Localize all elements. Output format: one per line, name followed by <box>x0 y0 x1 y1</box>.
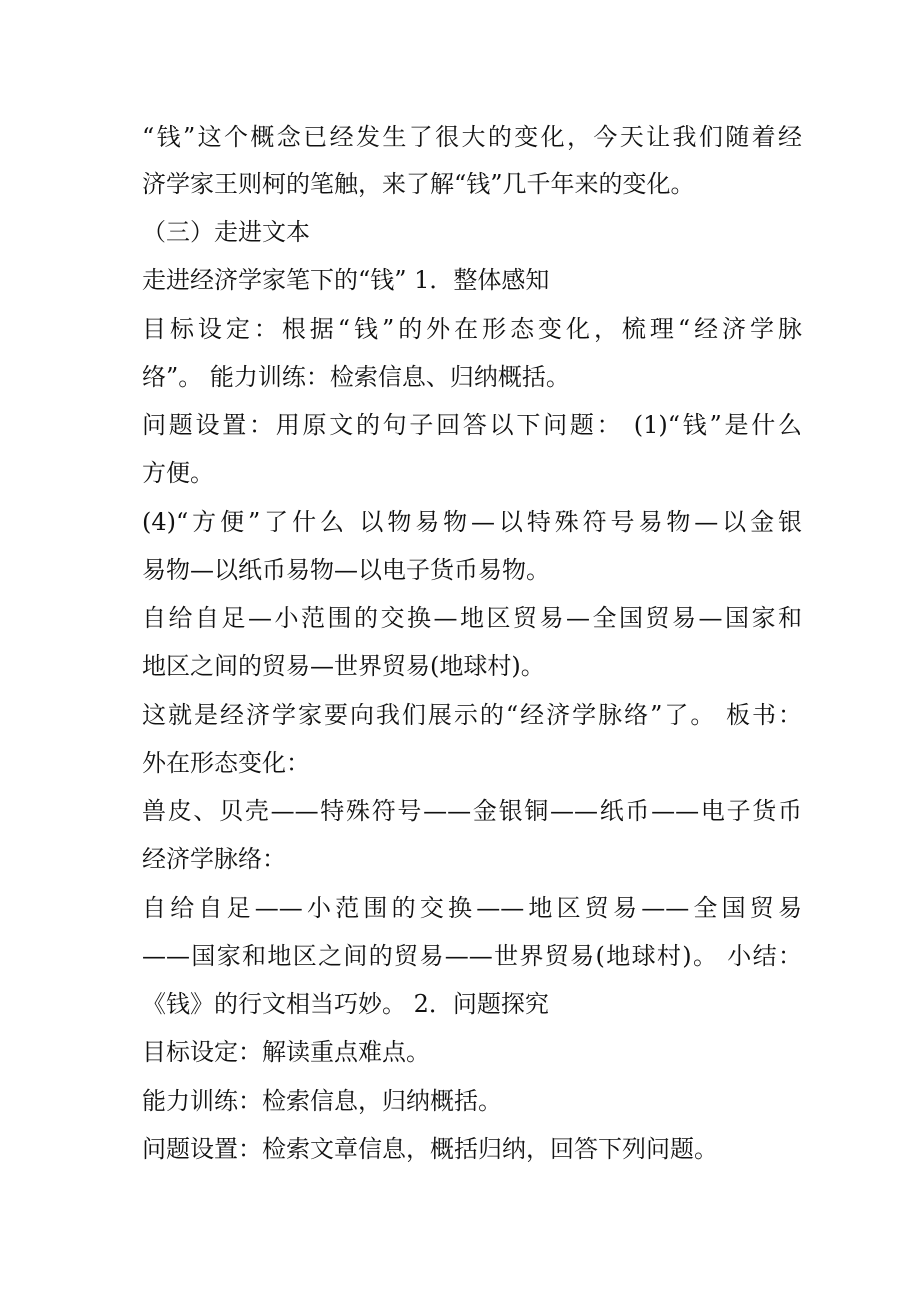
text-line: 方便。 <box>142 459 214 487</box>
text-line: 易物—以纸币易物—以电子货币易物。 <box>142 556 550 584</box>
text-line: “钱”这个概念已经发生了很大的变化，今天让我们随着经 <box>142 123 802 151</box>
text-line: 地区之间的贸易—世界贸易(地球村)。 <box>142 652 545 680</box>
text-line: 外在形态变化： <box>142 749 310 777</box>
text-line: 络”。 能力训练：检索信息、归纳概括。 <box>142 363 570 391</box>
text-line: 《钱》的行文相当巧妙。 2．问题探究 <box>142 990 549 1018</box>
text-line: 自给自足—小范围的交换—地区贸易—全国贸易—国家和 <box>142 604 802 632</box>
text-line: ——国家和地区之间的贸易——世界贸易(地球村)。 小结： <box>142 942 802 970</box>
section-heading: （三）走进文本 <box>142 218 310 246</box>
text-line: 兽皮、贝壳——特殊符号——金银铜——纸币——电子货币 <box>142 797 802 825</box>
text-line: 走进经济学家笔下的“钱” 1．整体感知 <box>142 266 550 294</box>
text-line: 目标设定：根据“钱”的外在形态变化，梳理“经济学脉 <box>142 315 802 343</box>
text-line: (4)“方便”了什么 以物易物—以特殊符号易物—以金银 <box>142 508 802 536</box>
text-line: 济学家王则柯的笔触，来了解“钱”几千年来的变化。 <box>142 170 695 198</box>
text-line: 能力训练：检索信息，归纳概括。 <box>142 1087 502 1115</box>
text-line: 问题设置：检索文章信息，概括归纳，回答下列问题。 <box>142 1135 718 1163</box>
text-line: 这就是经济学家要向我们展示的“经济学脉络”了。 板书： <box>142 701 802 729</box>
text-line: 目标设定：解读重点难点。 <box>142 1038 430 1066</box>
text-line: 问题设置：用原文的句子回答以下问题： (1)“钱”是什么 <box>142 411 802 439</box>
text-line: 经济学脉络： <box>142 845 286 873</box>
text-line: 自给自足——小范围的交换——地区贸易——全国贸易 <box>142 894 802 922</box>
